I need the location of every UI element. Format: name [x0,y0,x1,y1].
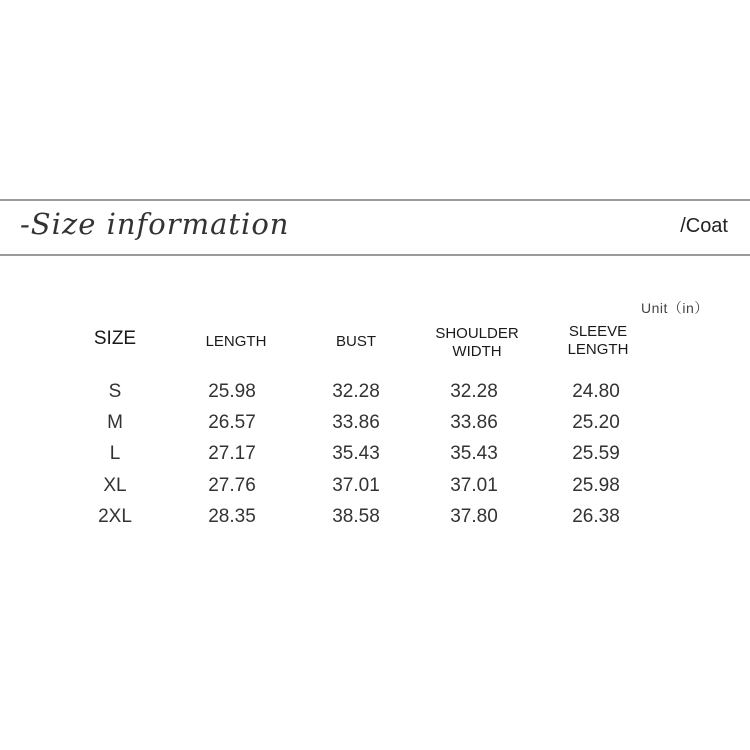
table-cell-shoulder-width: 33.86 [450,412,498,433]
table-cell-size: L [109,443,121,464]
table-cell-shoulder-width: 32.28 [450,381,498,402]
table-cell-size: XL [103,475,127,496]
table-cell-size: S [108,381,122,402]
column-header-sleeve-length [538,323,658,359]
table-cell-sleeve-length: 25.98 [572,475,620,496]
table-cell-shoulder-width: 37.80 [450,506,498,527]
top-divider [0,199,750,201]
unit-label: Unit（in） [641,300,709,316]
column-header-size: SIZE [93,328,137,349]
column-header-shoulder-width-text: SHOULDER WIDTH [435,325,519,360]
table-cell-bust: 32.28 [332,381,380,402]
table-cell-size: 2XL [98,506,132,527]
table-cell-sleeve-length: 25.59 [572,443,620,464]
column-header-length: LENGTH [205,333,267,350]
table-cell-length: 28.35 [208,506,256,527]
table-cell-sleeve-length: 24.80 [572,381,620,402]
table-cell-length: 26.57 [208,412,256,433]
column-header-shoulder-width [417,325,537,361]
table-cell-length: 27.76 [208,475,256,496]
table-cell-shoulder-width: 37.01 [450,475,498,496]
table-cell-length: 25.98 [208,381,256,402]
bottom-divider [0,254,750,256]
column-header-bust: BUST [335,333,376,350]
table-cell-bust: 38.58 [332,506,380,527]
table-cell-bust: 37.01 [332,475,380,496]
column-header-sleeve-length-text: SLEEVE LENGTH [567,323,629,358]
table-cell-bust: 33.86 [332,412,380,433]
table-cell-length: 27.17 [208,443,256,464]
table-cell-shoulder-width: 35.43 [450,443,498,464]
table-cell-sleeve-length: 26.38 [572,506,620,527]
table-cell-bust: 35.43 [332,443,380,464]
table-cell-sleeve-length: 25.20 [572,412,620,433]
table-cell-size: M [107,412,123,433]
category-label: /Coat [680,215,728,237]
section-title: -Size information [20,207,290,241]
